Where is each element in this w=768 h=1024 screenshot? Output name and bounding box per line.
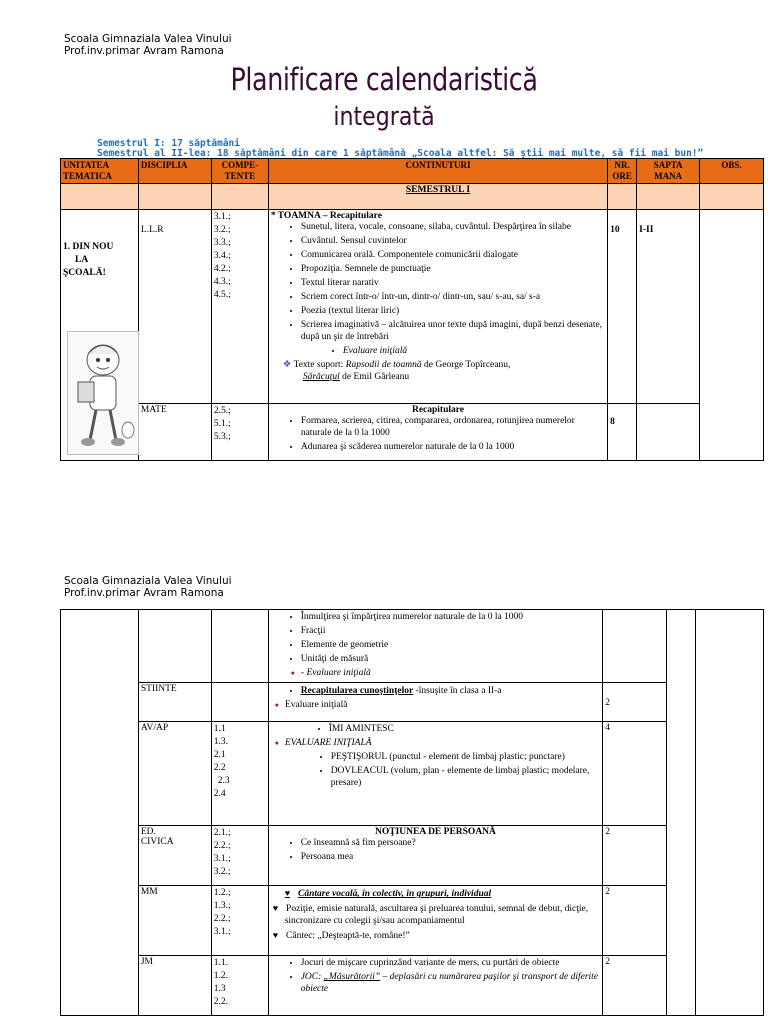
col-discipline: DISCIPLIA bbox=[138, 159, 211, 184]
semester-label: SEMESTRUL I bbox=[268, 184, 607, 210]
contents-mate-cont bbox=[268, 610, 603, 683]
list-item: • Scrierea imaginativă – alcătuirea unor texte după imagini, după benzi desenate, după un şir de întrebări bbox=[301, 319, 605, 343]
table-row-mate-cont bbox=[61, 610, 764, 683]
hours-stiinte: 2 bbox=[603, 683, 667, 722]
unit-cell-empty bbox=[61, 610, 139, 1016]
list-item: • PEŞTIŞORUL (punctul - element de limbaj plastic; punctare) bbox=[331, 751, 601, 763]
page2-header bbox=[64, 575, 232, 599]
discipline-llr: L.L.R bbox=[138, 210, 211, 404]
list-item: ♥ Poziţie, emisie naturală, ascultarea şi preluarea tonului, semnal de debut, dicţie, sincronizare cu colegii şi/sau acompaniamentul bbox=[285, 902, 601, 927]
support-texts: ❖ Texte suport: Rapsodii de toamnă de George Topîrceanu, Sărăcuţul de Emil Gârleanu bbox=[282, 360, 511, 382]
page-subtitle: integrată bbox=[333, 102, 435, 132]
discipline-mm: MM bbox=[138, 886, 211, 956]
list-item: • Scriem corect într-o/ într-un, dintr-o/ dintr-un, sau/ s-au, sa/ s-a bbox=[301, 291, 605, 303]
evaluation-item: ● EVALUARE INIŢIALĂ bbox=[285, 737, 601, 749]
week-llr: I-II bbox=[637, 210, 700, 404]
boy-illustration-icon bbox=[68, 332, 138, 454]
cartoon-boy-image bbox=[67, 331, 139, 455]
contents-mm bbox=[268, 886, 603, 956]
teacher-name: Prof.inv.primar Avram Ramona bbox=[64, 587, 224, 599]
col-obs: OBS. bbox=[700, 159, 764, 184]
contents-civica: NOŢIUNEA DE PERSOANĂ • Ce înseamnă să fim persoane? • Persoana mea bbox=[268, 826, 603, 886]
school-name: Scoala Gimnaziala Valea Vinului bbox=[64, 575, 232, 587]
contents-jm bbox=[268, 956, 603, 1016]
contents-mate: Recapitulare • Formarea, scrierea, citirea, compararea, ordonarea, rotunjirea numerelor naturale de la 0 la 1000 • Adunarea şi scăderea numerelor naturale de la 0 la 1000 bbox=[268, 404, 607, 461]
competences-llr: 3.1.; 3.2.; 3.3.; 3.4.; 4.2.; 4.3.; 4.5.; bbox=[211, 210, 268, 404]
competences-mate: 2.5.; 5.1.; 5.3.; bbox=[211, 404, 268, 461]
list-item: • Propoziţia. Semnele de punctuaţie bbox=[301, 263, 605, 275]
col-hours: NR. ORE bbox=[608, 159, 637, 184]
list-item: • DOVLEACUL (volum, plan - elemente de limbaj plastic; modelare, presare) bbox=[331, 765, 601, 789]
table-row-avap bbox=[61, 722, 764, 826]
list-item: • Textul literar narativ bbox=[301, 277, 605, 289]
evaluation-item: ● Evaluare iniţială bbox=[285, 699, 601, 711]
table-row-civica bbox=[61, 826, 764, 886]
obs-cell bbox=[700, 210, 764, 461]
discipline-stiinte: STIINTE bbox=[138, 683, 211, 722]
list-item: • Înmulţirea şi împărţirea numerelor naturale de la 0 la 1000 bbox=[301, 611, 601, 623]
competences-jm: 1.1. 1.2. 1.3 2.2. bbox=[211, 956, 268, 1016]
list-item: • Unităţi de măsură bbox=[301, 653, 601, 665]
evaluation-item: • Evaluare iniţială bbox=[343, 345, 605, 357]
page1-header bbox=[64, 33, 232, 57]
competences-civica: 2.1.; 2.2.; 3.1.; 3.2.; bbox=[211, 826, 268, 886]
table-row-llr bbox=[61, 210, 764, 404]
table-row-mate bbox=[61, 404, 764, 461]
list-item: • Recapitularea cunoştinţelor -însuşite în clasa a II-a bbox=[301, 685, 601, 697]
school-name: Scoala Gimnaziala Valea Vinului bbox=[64, 33, 232, 45]
col-unit: UNITATEA TEMATICA bbox=[61, 159, 139, 184]
planning-table-page2 bbox=[60, 609, 764, 1016]
week-mate bbox=[637, 404, 700, 461]
semester-1-line: Semestrul I: 17 săptămâni bbox=[97, 138, 240, 149]
list-item: • Adunarea şi scăderea numerelor naturale de la 0 la 1000 bbox=[301, 441, 605, 453]
list-item: • Jocuri de mişcare cuprinzând variante de mers, cu purtări de obiecte bbox=[301, 957, 601, 969]
list-item: • JOC: „Măsurătorii” – deplasări cu numărarea paşilor şi transport de diferite obiecte bbox=[301, 971, 601, 995]
list-item: • Elemente de geometrie bbox=[301, 639, 601, 651]
competences-avap: 1.1 1.3. 2.1 2.2 2.3 2.4 bbox=[211, 722, 268, 826]
semester-info bbox=[97, 139, 703, 159]
discipline-civica: ED. CIVICA bbox=[138, 826, 211, 886]
hours-civica: 2 bbox=[603, 826, 667, 886]
semester-2-line: Semestrul al II-lea: 18 săptămâni din care 1 săptămână „Scoala altfel: Să ştii mai multe, să fii mai bun!” bbox=[97, 148, 704, 159]
list-item: ♥ Cântec: „Deşteaptă-te, române!” bbox=[285, 929, 601, 942]
unit-title: 1. DIN NOU LA ŞCOALĂ! bbox=[61, 210, 139, 461]
table-row-jm bbox=[61, 956, 764, 1016]
teacher-name: Prof.inv.primar Avram Ramona bbox=[64, 45, 224, 57]
col-week: SAPTA MANA bbox=[637, 159, 700, 184]
hours-llr: 10 bbox=[608, 210, 637, 404]
col-competences: COMPE- TENTE bbox=[211, 159, 268, 184]
contents-avap bbox=[268, 722, 603, 826]
hours-jm: 2 bbox=[603, 956, 667, 1016]
obs-cell-empty bbox=[696, 610, 764, 1016]
list-item: ♥ Cântare vocală, în colectiv, în grupuri, individual bbox=[285, 887, 601, 900]
hours-mate: 8 bbox=[608, 404, 637, 461]
list-item: • Comunicarea orală. Componentele comunicării dialogate bbox=[301, 249, 605, 261]
list-item: • Formarea, scrierea, citirea, compararea, ordonarea, rotunjirea numerelor naturale de la 0 la 1000 bbox=[301, 415, 605, 439]
semester-row bbox=[61, 184, 764, 210]
list-item: • Ce înseamnă să fim persoane? bbox=[301, 837, 601, 849]
planning-table-page1 bbox=[60, 158, 764, 461]
evaluation-item: ● - Evaluare iniţială bbox=[301, 667, 601, 679]
list-item: • Cuvântul. Sensul cuvintelor bbox=[301, 235, 605, 247]
table-header-row bbox=[61, 159, 764, 184]
contents-stiinte bbox=[268, 683, 603, 722]
contents-llr: * TOAMNA – Recapitulare • Sunetul, litera, vocale, consoane, silaba, cuvântul. Despărţirea în silabe • Cuvântul. Sensul cuvintelor • Comunicarea orală. Componentele comunicării dialogate • Propoziţia. Semnele de punctuaţie • Textul literar narativ • Scriem corect într-o/ într-un, dintr-o/ dintr-un, sau/ s-au, sa/ s-a • Poezia (textul literar liric) • Scrierea imaginativă – alcătuirea unor texte după imagini, după benzi desenate, după un şir de întrebări • Evaluare iniţială ❖ Texte suport: Rapsodii de toamnă de George Topîrceanu, Sărăcuţul de Emil Gârleanu bbox=[268, 210, 607, 404]
diamond-bullet-icon: ❖ bbox=[282, 360, 292, 370]
hours-mm: 2 bbox=[603, 886, 667, 956]
list-item: • Poezia (textul literar liric) bbox=[301, 305, 605, 317]
competences-mm: 1.2.; 1.3.; 2.2.; 3.1.; bbox=[211, 886, 268, 956]
week-cell-empty bbox=[667, 610, 696, 1016]
list-item: • Fracţii bbox=[301, 625, 601, 637]
list-item: • ÎMI AMINTESC bbox=[329, 723, 601, 735]
table-row-stiinte bbox=[61, 683, 764, 722]
hours-avap: 4 bbox=[603, 722, 667, 826]
col-contents: CONTINUTURI bbox=[268, 159, 607, 184]
list-item: • Persoana mea bbox=[301, 851, 601, 863]
list-item: • Sunetul, litera, vocale, consoane, silaba, cuvântul. Despărţirea în silabe bbox=[301, 221, 605, 233]
discipline-mate: MATE bbox=[138, 404, 211, 461]
discipline-jm: JM bbox=[138, 956, 211, 1016]
table-row-mm bbox=[61, 886, 764, 956]
page-title: Planificare calendaristică bbox=[230, 62, 538, 98]
discipline-avap: AV/AP bbox=[138, 722, 211, 826]
